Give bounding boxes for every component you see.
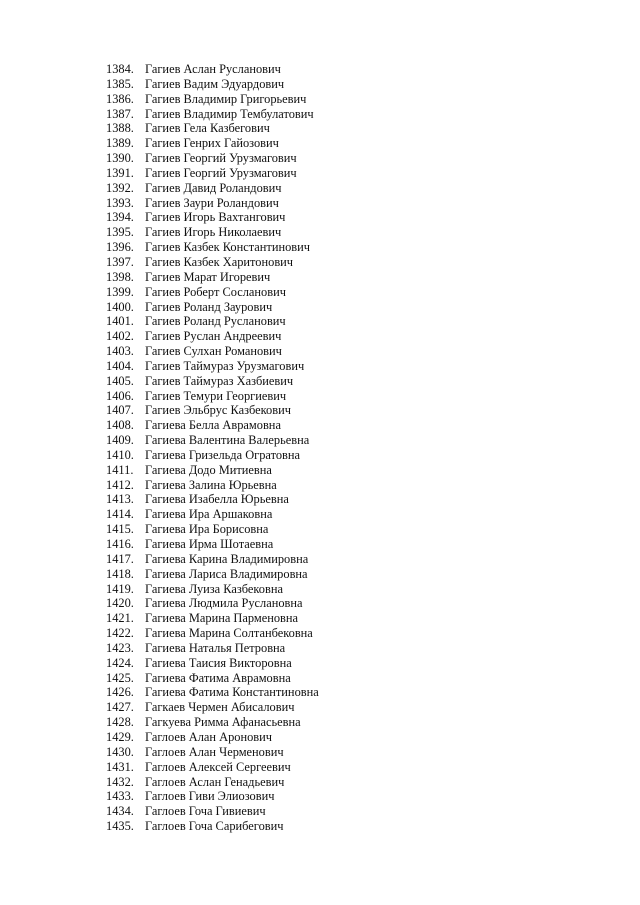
list-item <box>106 181 319 196</box>
entry-number: 1386. <box>106 91 134 106</box>
entry-name: Гагиева Гризельда Огратовна <box>145 447 301 462</box>
entry-number: 1409. <box>106 433 134 448</box>
list-item <box>106 285 319 300</box>
entry-name: Гагиева Марина Солтанбековна <box>145 626 313 641</box>
entry-name: Гагиев Руслан Андреевич <box>145 329 282 344</box>
entry-name: Гагиева Изабелла Юрьевна <box>145 492 289 507</box>
entry-number: 1389. <box>106 136 134 151</box>
list-item <box>106 685 319 700</box>
list-item <box>106 151 319 166</box>
list-item <box>106 329 319 344</box>
entry-name: Гагиева Фатима Константиновна <box>145 685 319 700</box>
entry-name: Гагиева Додо Митиевна <box>145 462 272 477</box>
name-list <box>106 62 319 834</box>
entry-number: 1422. <box>106 626 134 641</box>
entry-name: Гагиева Таисия Викторовна <box>145 655 292 670</box>
entry-name: Гаглоев Аслан Генадьевич <box>145 774 285 789</box>
entry-number: 1411. <box>106 462 134 477</box>
list-item <box>106 804 319 819</box>
list-item <box>106 121 319 136</box>
list-item <box>106 552 319 567</box>
list-item <box>106 196 319 211</box>
list-item <box>106 656 319 671</box>
entry-number: 1424. <box>106 655 134 670</box>
entry-name: Гаглоев Алан Черменович <box>145 744 284 759</box>
entry-name: Гагиев Роланд Заурович <box>145 299 273 314</box>
entry-number: 1430. <box>106 744 134 759</box>
list-item <box>106 374 319 389</box>
list-item <box>106 92 319 107</box>
list-item <box>106 537 319 552</box>
entry-name: Гагиев Владимир Григорьевич <box>145 91 307 106</box>
entry-number: 1421. <box>106 611 134 626</box>
entry-name: Гагиев Владимир Тембулатович <box>145 106 314 121</box>
list-item <box>106 760 319 775</box>
list-item <box>106 626 319 641</box>
entry-name: Гаглоев Гоча Гивиевич <box>145 804 266 819</box>
list-item <box>106 522 319 537</box>
entry-name: Гагиев Казбек Харитонович <box>145 254 294 269</box>
entry-number: 1384. <box>106 62 134 76</box>
entry-name: Гагиева Наталья Петровна <box>145 640 286 655</box>
entry-number: 1394. <box>106 210 134 225</box>
list-item <box>106 270 319 285</box>
list-item <box>106 136 319 151</box>
list-item <box>106 641 319 656</box>
entry-number: 1417. <box>106 551 134 566</box>
entry-name: Гагиева Залина Юрьевна <box>145 477 277 492</box>
list-item <box>106 433 319 448</box>
entry-name: Гагиев Гела Казбегович <box>145 121 270 136</box>
entry-name: Гагиева Лариса Владимировна <box>145 566 308 581</box>
list-item <box>106 715 319 730</box>
list-item <box>106 463 319 478</box>
entry-name: Гагиев Таймураз Урузмагович <box>145 358 305 373</box>
entry-name: Гагиева Людмила Руслановна <box>145 596 303 611</box>
list-item <box>106 418 319 433</box>
entry-number: 1420. <box>106 596 134 611</box>
entry-number: 1432. <box>106 774 134 789</box>
entry-name: Гагиева Ира Борисовна <box>145 522 269 537</box>
entry-name: Гагиев Казбек Константинович <box>145 240 311 255</box>
entry-number: 1434. <box>106 804 134 819</box>
list-item <box>106 107 319 122</box>
entry-name: Гагиев Георгий Урузмагович <box>145 151 297 166</box>
entry-name: Гагиев Давид Роландович <box>145 180 282 195</box>
list-item <box>106 789 319 804</box>
entry-name: Гагиева Валентина Валерьевна <box>145 433 310 448</box>
list-item <box>106 344 319 359</box>
entry-number: 1403. <box>106 344 134 359</box>
entry-name: Гагиев Игорь Вахтангович <box>145 210 286 225</box>
list-item <box>106 448 319 463</box>
entry-name: Гаглоев Алан Аронович <box>145 729 273 744</box>
entry-name: Гагиев Темури Георгиевич <box>145 388 287 403</box>
list-item <box>106 582 319 597</box>
entry-name: Гагиев Роланд Русланович <box>145 314 286 329</box>
list-item <box>106 314 319 329</box>
entry-name: Гагиев Георгий Урузмагович <box>145 165 297 180</box>
entry-name: Гаглоев Алексей Сергеевич <box>145 759 291 774</box>
list-item <box>106 210 319 225</box>
entry-number: 1412. <box>106 477 134 492</box>
list-item <box>106 255 319 270</box>
entry-name: Гагиев Вадим Эдуардович <box>145 76 285 91</box>
entry-name: Гагиев Эльбрус Казбекович <box>145 403 291 418</box>
entry-number: 1408. <box>106 418 134 433</box>
entry-number: 1385. <box>106 76 134 91</box>
entry-number: 1388. <box>106 121 134 136</box>
entry-name: Гагиева Фатима Аврамовна <box>145 670 291 685</box>
list-item <box>106 62 319 77</box>
list-item <box>106 730 319 745</box>
entry-number: 1415. <box>106 522 134 537</box>
entry-number: 1427. <box>106 700 134 715</box>
entry-number: 1416. <box>106 537 134 551</box>
list-item <box>106 478 319 493</box>
list-item <box>106 300 319 315</box>
entry-number: 1396. <box>106 240 134 255</box>
entry-name: Гагиев Аслан Русланович <box>145 62 281 76</box>
entry-number: 1418. <box>106 566 134 581</box>
entry-name: Гагиева Марина Парменовна <box>145 611 299 626</box>
entry-number: 1426. <box>106 685 134 700</box>
entry-name: Гагиев Таймураз Хазбиевич <box>145 373 294 388</box>
entry-number: 1407. <box>106 403 134 418</box>
entry-number: 1398. <box>106 269 134 284</box>
entry-number: 1405. <box>106 373 134 388</box>
entry-name: Гагиев Генрих Гайозович <box>145 136 279 151</box>
list-item <box>106 596 319 611</box>
list-item <box>106 359 319 374</box>
entry-name: Гагиева Карина Владимировна <box>145 551 309 566</box>
list-item <box>106 240 319 255</box>
entry-name: Гагиева Белла Аврамовна <box>145 418 281 433</box>
list-item <box>106 775 319 790</box>
entry-name: Гагкуева Римма Афанасьевна <box>145 715 301 730</box>
list-item <box>106 700 319 715</box>
entry-name: Гаглоев Гиви Элиозович <box>145 789 275 804</box>
entry-number: 1387. <box>106 106 134 121</box>
list-item <box>106 671 319 686</box>
entry-number: 1423. <box>106 640 134 655</box>
list-item <box>106 492 319 507</box>
entry-number: 1399. <box>106 284 134 299</box>
entry-number: 1419. <box>106 581 134 596</box>
entry-number: 1391. <box>106 165 134 180</box>
entry-number: 1435. <box>106 819 134 834</box>
list-item <box>106 403 319 418</box>
list-item <box>106 611 319 626</box>
list-item <box>106 745 319 760</box>
entry-name: Гагиев Заури Роландович <box>145 195 279 210</box>
entry-number: 1428. <box>106 715 134 730</box>
list-item <box>106 819 319 834</box>
entry-number: 1390. <box>106 151 134 166</box>
entry-number: 1410. <box>106 447 134 462</box>
entry-number: 1425. <box>106 670 134 685</box>
entry-number: 1395. <box>106 225 134 240</box>
entry-number: 1406. <box>106 388 134 403</box>
entry-number: 1404. <box>106 358 134 373</box>
list-item <box>106 567 319 582</box>
entry-number: 1393. <box>106 195 134 210</box>
entry-name: Гагиев Игорь Николаевич <box>145 225 282 240</box>
entry-name: Гагкаев Чермен Абисалович <box>145 700 295 715</box>
entry-number: 1401. <box>106 314 134 329</box>
entry-number: 1413. <box>106 492 134 507</box>
entry-number: 1433. <box>106 789 134 804</box>
entry-number: 1392. <box>106 180 134 195</box>
entry-number: 1400. <box>106 299 134 314</box>
list-item <box>106 225 319 240</box>
list-item <box>106 507 319 522</box>
entry-number: 1431. <box>106 759 134 774</box>
entry-number: 1429. <box>106 729 134 744</box>
entry-number: 1414. <box>106 507 134 522</box>
entry-name: Гагиева Ира Аршаковна <box>145 507 273 522</box>
entry-name: Гаглоев Гоча Сарибегович <box>145 819 284 834</box>
list-item <box>106 77 319 92</box>
list-item <box>106 389 319 404</box>
entry-name: Гагиев Сулхан Романович <box>145 344 282 359</box>
entry-name: Гагиев Марат Игоревич <box>145 269 271 284</box>
entry-number: 1402. <box>106 329 134 344</box>
list-item <box>106 166 319 181</box>
entry-name: Гагиева Луиза Казбековна <box>145 581 283 596</box>
entry-name: Гагиев Роберт Сосланович <box>145 284 286 299</box>
entry-name: Гагиева Ирма Шотаевна <box>145 537 274 551</box>
entry-number: 1397. <box>106 254 134 269</box>
